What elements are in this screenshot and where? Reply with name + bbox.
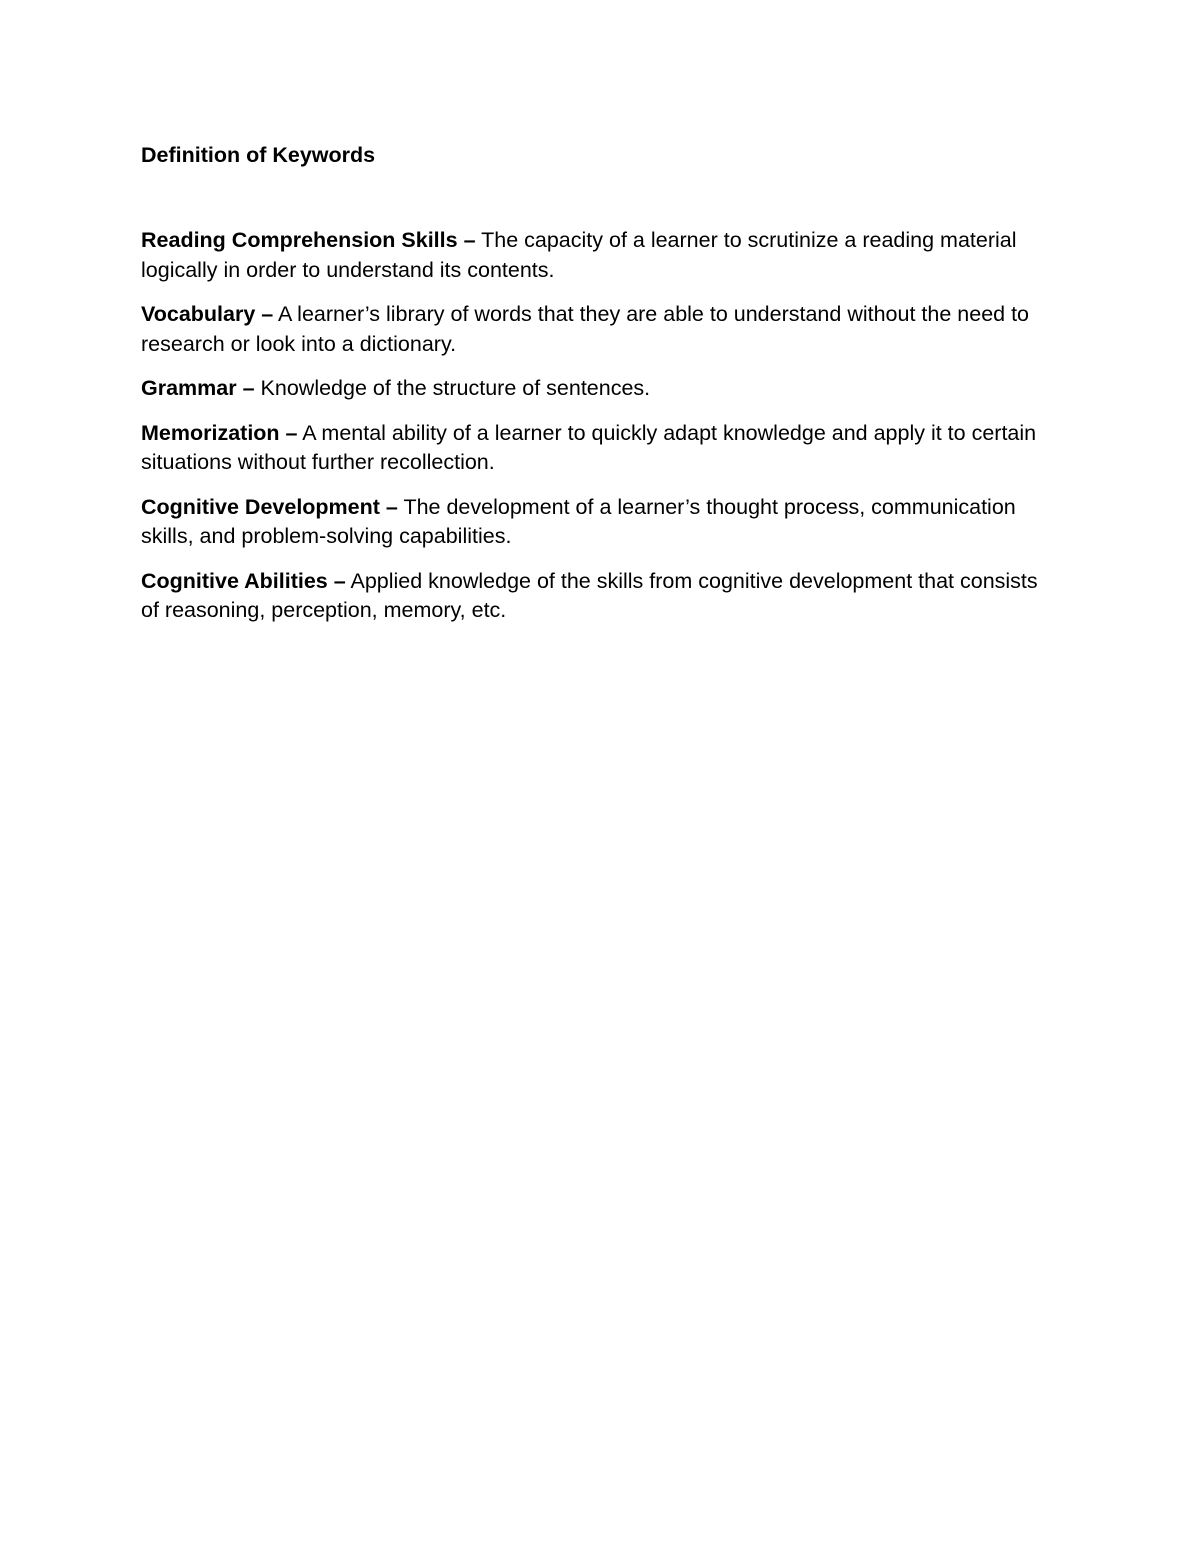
keyword-entry-grammar bbox=[141, 374, 1061, 404]
keyword-term: Vocabulary – bbox=[141, 302, 274, 326]
keyword-definition: A mental ability of a learner to quickly adapt knowledge and apply it to certain situations without further recollection. bbox=[141, 420, 1037, 474]
keyword-entry-reading-comprehension bbox=[141, 226, 1061, 285]
keyword-entry-cognitive-abilities bbox=[141, 567, 1061, 626]
document-title: Definition of Keywords bbox=[141, 143, 376, 167]
keyword-term: Memorization – bbox=[141, 420, 298, 445]
keyword-term: Cognitive Development – bbox=[141, 494, 398, 519]
keyword-term: Cognitive Abilities – bbox=[141, 568, 346, 593]
keyword-definition: Applied knowledge of the skills from cognitive development that consists of reasoning, perception, memory, etc. bbox=[141, 568, 1038, 622]
keyword-definition: Knowledge of the structure of sentences. bbox=[260, 376, 651, 400]
keyword-entry-cognitive-development bbox=[141, 493, 1061, 552]
document-content bbox=[141, 138, 1061, 641]
keyword-term: Grammar – bbox=[141, 376, 255, 400]
keyword-definition: The development of a learner’s thought process, communication skills, and problem-solving capabilities. bbox=[141, 494, 1016, 548]
keyword-definition-list bbox=[141, 226, 1061, 626]
keyword-entry-vocabulary bbox=[141, 300, 1061, 359]
keyword-definition: A learner’s library of words that they are able to understand without the need to research or look into a dictionary. bbox=[141, 302, 1030, 356]
keyword-term: Reading Comprehension Skills – bbox=[141, 228, 476, 252]
keyword-entry-memorization bbox=[141, 419, 1061, 478]
keyword-definition: The capacity of a learner to scrutinize a reading material logically in order to understand its contents. bbox=[141, 228, 1017, 282]
